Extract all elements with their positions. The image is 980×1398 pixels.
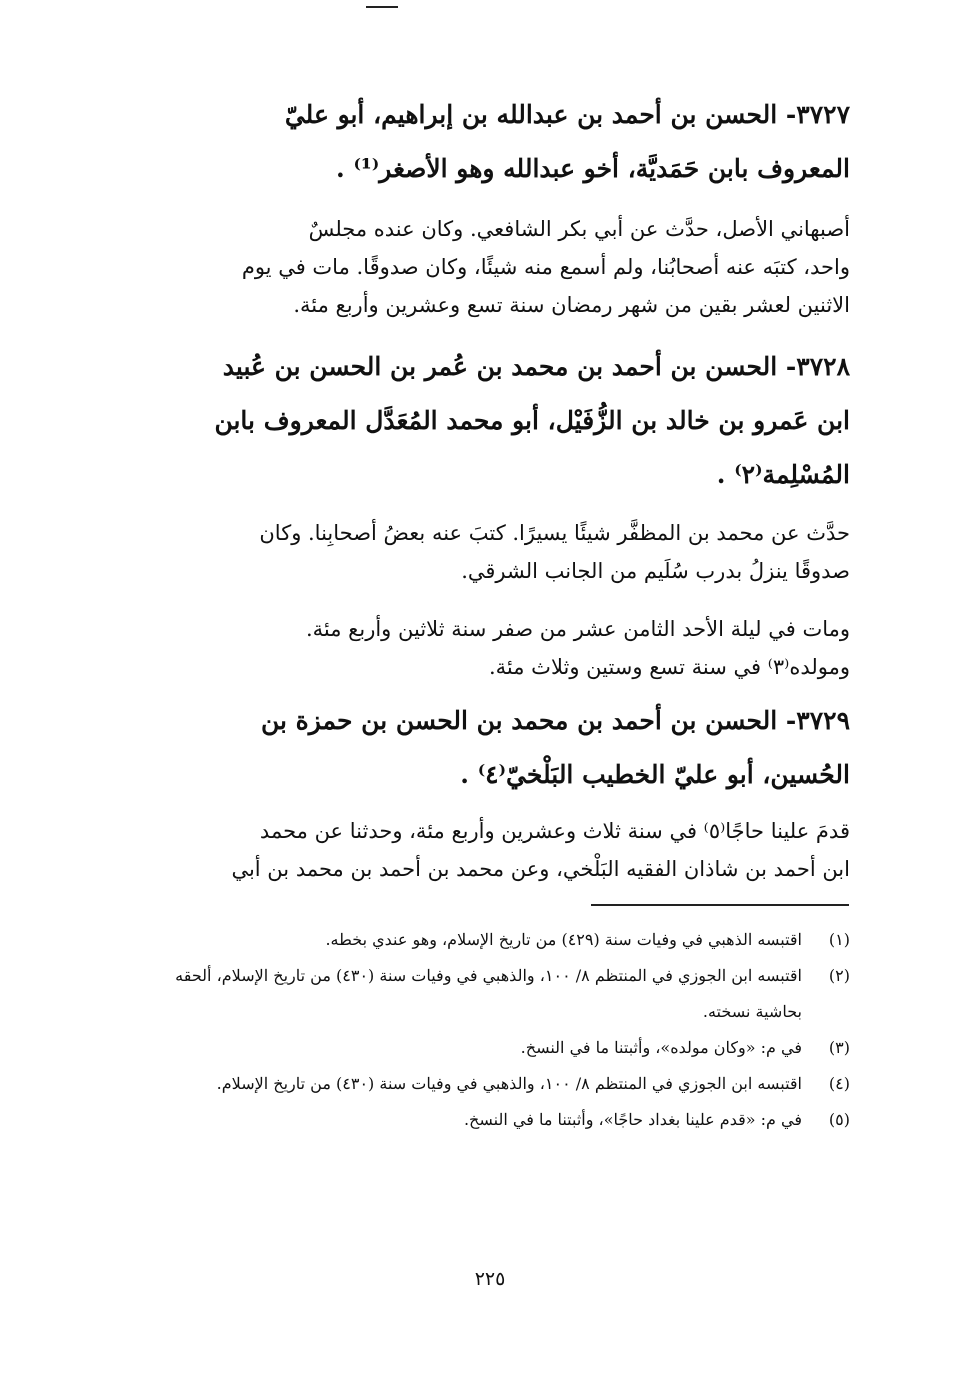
body-line: أصبهاني الأصل، حدَّث عن أبي بكر الشافعي. وكان عنده مجلسٌ	[308, 217, 850, 241]
body-line: ومات في ليلة الأحد الثامن عشر من صفر سنة ثلاثين وأربع مئة.	[305, 617, 850, 641]
footnote-text: اقتبسه الذهبي في وفيات سنة (٤٢٩) من تاريخ الإسلام، وهو عندي بخطه.	[325, 930, 802, 949]
body-line: صدوقًا ينزلُ بدرب سُلَيم من الجانب الشرقي.	[461, 559, 850, 583]
entry-3729-paragraph	[138, 812, 850, 888]
heading-line: ابن عَمرو بن خالد بن الزُّفَيْل، أبو محمد المُعَدَّل المعروف بابن	[214, 406, 850, 435]
heading-line: المُسْلِمة⁽٢⁾ .	[716, 460, 850, 489]
footnote-1	[138, 922, 850, 958]
heading-line: المعروف بابن حَمَديَّة، أخو عبدالله وهو الأصغر⁽¹⁾ .	[336, 154, 850, 183]
footnote-number: (٣)	[828, 1038, 850, 1057]
heading-line: ٣٧٢٩- الحسن بن أحمد بن محمد بن الحسن بن حمزة بن	[260, 706, 850, 735]
footnote-text: اقتبسه ابن الجوزي في المنتظم ٨/ ١٠٠، والذهبي في وفيات سنة (٤٣٠) من تاريخ الإسلام.	[216, 1074, 802, 1093]
entry-3729-heading	[138, 694, 850, 802]
footnote-number: (٤)	[828, 1074, 850, 1093]
heading-line: ٣٧٢٧- الحسن بن أحمد بن عبدالله بن إبراهيم، أبو عليّ	[284, 100, 850, 129]
entry-3727-heading	[138, 88, 850, 196]
body-line: قدمَ علينا حاجًا⁽٥⁾ في سنة ثلاث وعشرين وأربع مئة، وحدثنا عن محمد	[259, 819, 850, 843]
footnote-text: في م: «قدم علينا بغداد حاجًا»، وأثبتنا ما في النسخ.	[463, 1110, 802, 1129]
entry-3728-paragraph-2	[138, 610, 850, 686]
body-line: واحد، كتبَه عنه أصحابُنا، ولم أسمع منه شيئًا، وكان صدوقًا. مات في يوم	[241, 255, 850, 279]
entry-3727-paragraph	[138, 210, 850, 324]
entry-3728-paragraph-1	[138, 514, 850, 590]
footnotes	[138, 922, 850, 1138]
body-line: ومولده⁽٣⁾ في سنة تسع وستين وثلاث مئة.	[488, 655, 850, 679]
top-rule	[366, 6, 398, 8]
page-number: ٢٢٥	[474, 1268, 506, 1290]
footnote-4	[138, 1066, 850, 1102]
footnote-2	[138, 958, 850, 1030]
heading-line: ٣٧٢٨- الحسن بن أحمد بن محمد بن عُمر بن الحسن بن عُبيد	[222, 352, 850, 381]
footnote-number: (٥)	[828, 1110, 850, 1129]
footnote-number: (٢)	[828, 966, 850, 985]
heading-line: الحُسين، أبو عليّ الخطيب البَلْخيّ⁽٤⁾ .	[460, 760, 850, 789]
body-line: حدَّث عن محمد بن المظفَّر شيئًا يسيرًا. كتبَ عنه بعضُ أصحابِنا. وكان	[259, 521, 850, 545]
footnote-text: اقتبسه ابن الجوزي في المنتظم ٨/ ١٠٠، والذهبي في وفيات سنة (٤٣٠) من تاريخ الإسلام، ألحقه بحاشية نسخته.	[175, 966, 802, 1021]
footnote-text: في م: «وكان مولده»، وأثبتنا ما في النسخ.	[520, 1038, 802, 1057]
entry-3728-heading	[138, 340, 850, 502]
footnote-5	[138, 1102, 850, 1138]
footnote-separator	[591, 904, 849, 906]
footnote-number: (١)	[828, 930, 850, 949]
footnote-3	[138, 1030, 850, 1066]
body-line: ابن أحمد بن شاذان الفقيه البَلْخي، وعن محمد بن أحمد بن محمد بن أبي	[231, 857, 850, 881]
body-line: الاثنين لعشر بقين من شهر رمضان سنة تسع وعشرين وأربع مئة.	[293, 293, 850, 317]
